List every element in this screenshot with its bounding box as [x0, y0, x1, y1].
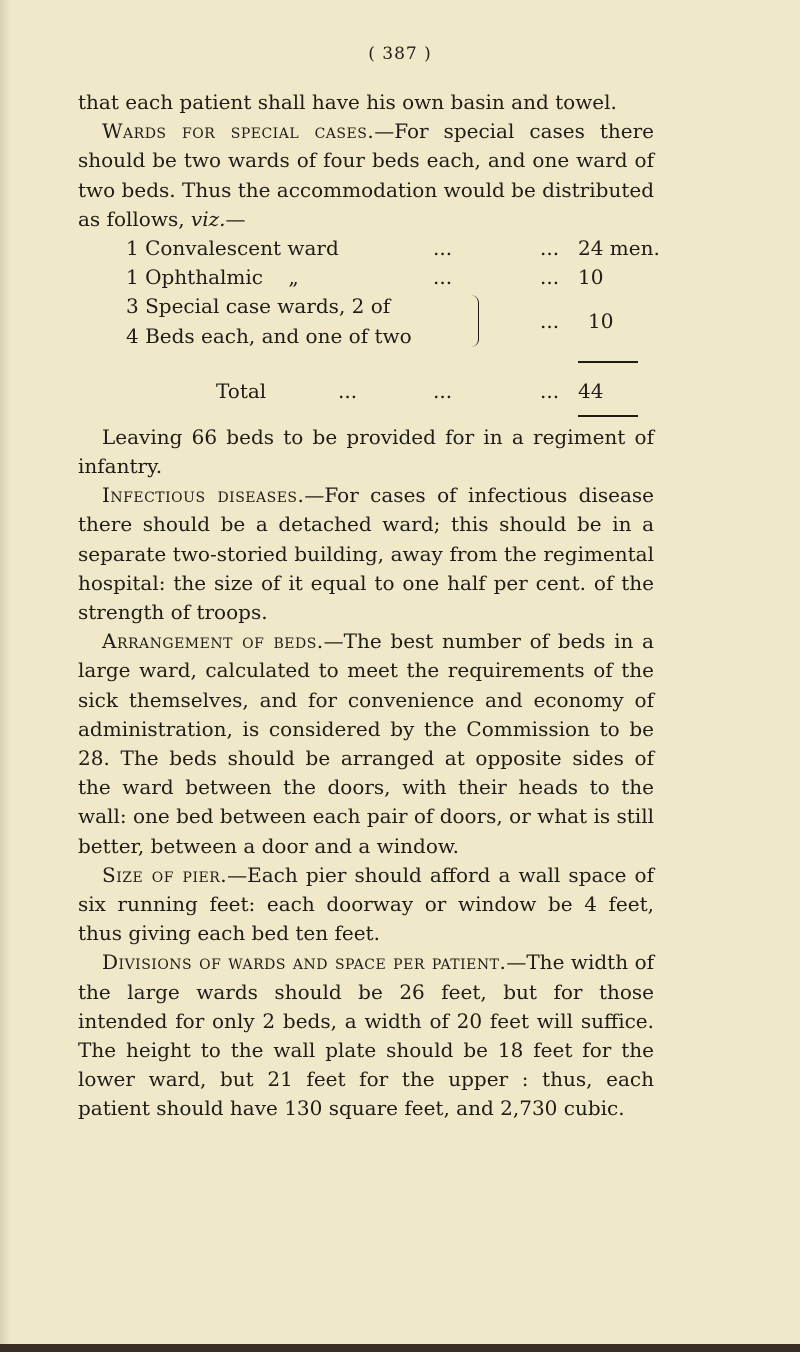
page-bottom-edge [0, 1344, 800, 1352]
paragraph-arrangement [78, 627, 654, 861]
sum-rule [578, 361, 638, 363]
total-value: 44 [578, 378, 604, 403]
table-row [78, 234, 660, 263]
row-value: 10 [588, 309, 614, 334]
leader-dots: ... [540, 309, 560, 334]
emphasis-viz: viz. [190, 206, 226, 231]
table-row [78, 292, 654, 321]
row-label: 1 Convalescent ward [126, 236, 339, 261]
row-value: 10 [578, 265, 604, 290]
paragraph-text: —The width of the large wards should be 26 feet, but for those intended for only 2 beds, a width of 20 feet will suffice. The height to the wall plate should be 18 feet for the lower ward, but 21 feet for the upper : thus, each patient should have 130 square feet, and 2,730 cubic. [78, 950, 655, 1121]
leader-dots: ... [433, 236, 453, 261]
section-heading-arrangement: Arrangement of beds. [102, 629, 324, 654]
leader-dots: ... [433, 265, 453, 290]
page-number: ( 387 ) [368, 44, 432, 64]
row-label: 4 Beds each, and one of two [126, 323, 412, 348]
leader-dots: ... [540, 378, 560, 403]
table-row [78, 263, 654, 292]
section-heading-wards: Wards for special cases. [102, 119, 375, 144]
section-heading-infectious: Infectious diseases. [102, 483, 305, 508]
leader-dots: ... [433, 378, 453, 403]
section-heading-pier: Size of pier. [102, 862, 228, 887]
row-label: 3 Special case wards, 2 of [126, 294, 391, 319]
row-label: 1 Ophthalmic „ [126, 265, 299, 290]
paragraph-pier [78, 861, 654, 949]
leader-dots: ... [540, 236, 560, 261]
paragraph-divisions [78, 948, 654, 1123]
paragraph-text: —For cases of infectious disease there should be a detached ward; this should be in a separate two-storied building, away from the regimental hospital: the size of it equal to one half per cent. of the strength of troops. [78, 483, 655, 624]
paragraph-infectious [78, 481, 654, 627]
paragraph-text: —For special cases there should be two wards of four beds each, and one ward of two beds. Thus the accommodation would be distributed as follows, [78, 119, 654, 231]
leader-dots: ... [540, 265, 560, 290]
paragraph-continuation: that each patient shall have his own basin and towel. [78, 90, 617, 114]
sum-rule [578, 415, 638, 417]
paragraph-text: —Each pier should afford a wall space of six running feet: each doorway or window be 4 feet, thus giving each bed ten feet. [78, 862, 654, 946]
table-row [78, 322, 654, 351]
table-total [78, 351, 654, 423]
accommodation-table [78, 234, 660, 423]
paragraph-wards: Wards for special cases.—For special cases there should be two wards of four beds each, and one ward of two beds. Thus the accommodation would be distributed as follows, viz.— [78, 119, 654, 231]
paragraph-text: —The best number of beds in a large ward, calculated to meet the requirements of the sick themselves, and for convenience and economy of administration, is considered by the Commission to be 28. The beds should be arranged at opposite sides of the ward between the doors, with their heads to the wall: one bed between each pair of doors, or what is still better, between a door and a window. [78, 629, 654, 858]
page-body [78, 88, 660, 1124]
leader-dots: ... [338, 378, 358, 403]
page-edge [0, 0, 10, 1352]
paragraph-leaving: Leaving 66 beds to be provided for in a regiment of infantry. [78, 424, 654, 478]
total-label: Total [216, 378, 267, 403]
table-row-group [78, 292, 654, 350]
row-value: 24 men. [578, 236, 660, 261]
section-heading-divisions: Divisions of wards and space per patient. [102, 950, 507, 975]
brace [470, 295, 479, 347]
